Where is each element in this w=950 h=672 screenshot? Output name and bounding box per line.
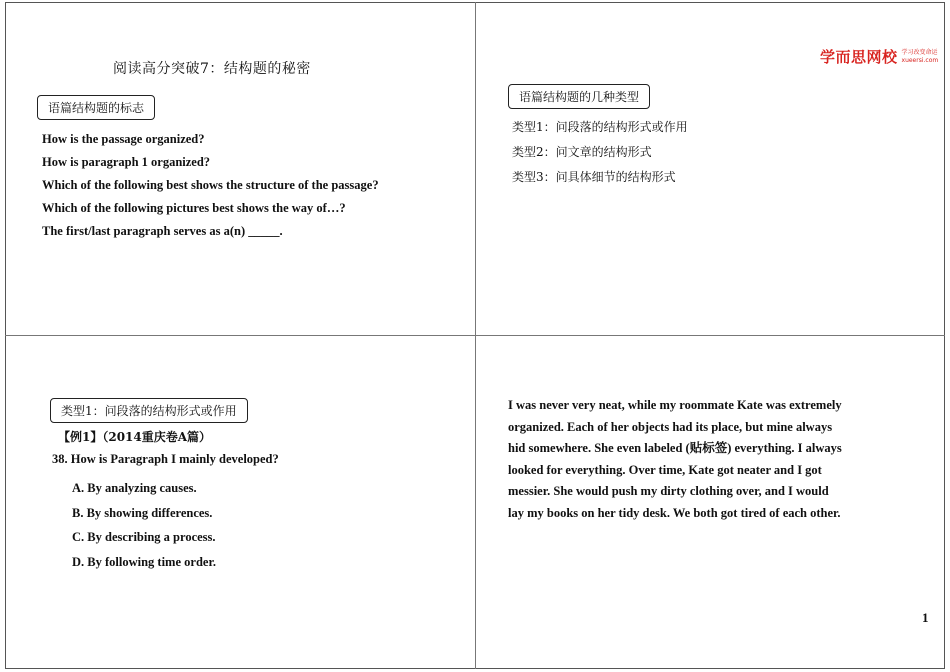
passage-line: looked for everything. Over time, Kate got neater and I got bbox=[508, 462, 822, 477]
passage-line: organized. Each of her objects had its place, but mine always bbox=[508, 419, 833, 434]
slide-title: 阅读高分突破7：结构题的秘密 bbox=[113, 61, 311, 77]
question-marker-item: How is the passage organized? bbox=[42, 132, 205, 146]
passage-line: I was never very neat, while my roommate Kate was extremely bbox=[508, 398, 842, 412]
type-item: 类型2：问文章的结构形式 bbox=[512, 145, 652, 159]
logo-text: 学而思网校 bbox=[820, 48, 898, 66]
example-heading: 【例1】（2014重庆卷A篇） bbox=[58, 430, 212, 444]
question-marker-list bbox=[42, 128, 379, 243]
answer-option: A. By analyzing causes. bbox=[72, 481, 197, 495]
type1-box-label: 类型1：问段落的结构形式或作用 bbox=[50, 398, 248, 423]
type-list bbox=[512, 115, 688, 190]
passage-line: messier. She would push my dirty clothing over, and I would bbox=[508, 484, 829, 498]
reading-passage bbox=[508, 395, 888, 524]
markers-box-label: 语篇结构题的标志 bbox=[37, 95, 155, 120]
page-number: 1 bbox=[922, 610, 929, 625]
type-item: 类型1：问段落的结构形式或作用 bbox=[512, 120, 688, 134]
passage-line: hid somewhere. She even labeled (贴标签) everything. I always bbox=[508, 441, 842, 455]
answer-option: D. By following time order. bbox=[72, 554, 216, 569]
types-box-label: 语篇结构题的几种类型 bbox=[508, 84, 650, 109]
question-marker-item: Which of the following pictures best shows the way of…? bbox=[42, 201, 346, 215]
type-item: 类型3：问具体细节的结构形式 bbox=[512, 170, 676, 184]
passage-line: lay my books on her tidy desk. We both got tired of each other. bbox=[508, 505, 841, 520]
question-marker-item: The first/last paragraph serves as a(n) _____. bbox=[42, 224, 283, 238]
question-marker-item: Which of the following best shows the structure of the passage? bbox=[42, 178, 379, 192]
brand-logo bbox=[820, 46, 938, 67]
logo-slogan: 学习改变命运 bbox=[901, 48, 938, 56]
answer-option: C. By describing a process. bbox=[72, 530, 216, 544]
question-marker-item: How is paragraph 1 organized? bbox=[42, 155, 211, 169]
logo-subtext bbox=[902, 49, 939, 65]
logo-domain: xueersi.com bbox=[901, 56, 939, 64]
question-38: 38. How is Paragraph I mainly developed? bbox=[52, 452, 279, 466]
horizontal-divider bbox=[5, 335, 945, 336]
answer-options bbox=[72, 476, 216, 574]
answer-option: B. By showing differences. bbox=[72, 505, 213, 520]
